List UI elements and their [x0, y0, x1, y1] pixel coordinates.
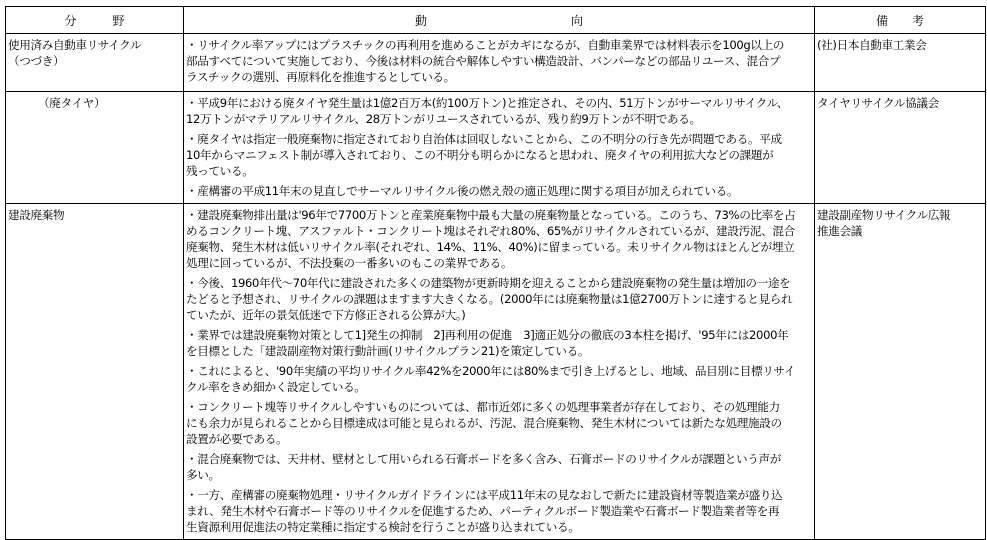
trend-line: 多い。: [186, 468, 220, 482]
trend-paragraph: [186, 275, 812, 323]
trend-line: ていたが、近年の景気低迷で下方修正される公算が大。): [186, 308, 466, 322]
trend-line: クル率をきめ細かく設定している。: [186, 380, 366, 394]
table-row: [6, 92, 986, 204]
trend-line: ・産構審の平成11年末の見直しでサーマルリサイクル後の燃え殻の適正処理に関する項目が加えられている。: [186, 184, 739, 198]
table-row: [6, 204, 986, 540]
header-row: [6, 7, 986, 34]
trend-line: 生資源利用促進法の特定業種に指定する検討を行うことが盛り込まれている。: [186, 520, 580, 534]
trend-line: にも余力が見られることから目標達成は可能と見られるが、汚泥、混合廃棄物、発生木材については新たな処理施設の: [186, 416, 782, 430]
field-label: 使用済み自動車リサイクル: [8, 38, 142, 52]
field-label: （廃タイヤ）: [38, 96, 106, 110]
remarks-cell: [815, 92, 986, 204]
trend-line: ・コンクリート塊等リサイクルしやすいものについては、都市近郊に多くの処理事業者が存在しており、その処理能力: [186, 400, 780, 414]
field-label: 建設廃棄物: [8, 208, 65, 222]
trend-paragraph: [186, 363, 812, 395]
field-cell: [6, 34, 184, 92]
trend-paragraph: [186, 37, 812, 85]
trend-paragraph: [186, 327, 812, 359]
trend-line: 残っている。: [186, 164, 254, 178]
table-row: [6, 34, 986, 92]
trend-line: を目標とした「建設副産物対策行動計画(リサイクルプラン21)を策定している。: [186, 344, 590, 358]
trend-line: まれ、発生木材や石膏ボード等のリサイクルを促進するため、パーティクルボード製造業や石膏ボード製造業者等を再: [186, 504, 780, 518]
trend-line: ・一方、産構審の廃棄物処理・リサイクルガイドラインには平成11年末の見なおしで新たに建設資材等製造業が盛り込: [186, 488, 783, 502]
trend-paragraph: [186, 487, 812, 535]
trend-line: 設置が必要である。: [186, 432, 288, 446]
remarks-cell: [815, 204, 986, 540]
header-field: 分 野: [6, 7, 184, 34]
trend-line: ・平成9年における廃タイヤ発生量は1億2百万本(約100万トン)と推定され、その内、51万トンがサーマルリサイクル、: [186, 96, 789, 110]
remarks-cell: [815, 34, 986, 92]
trend-line: 処理に回っているが、不法投棄の一番多いのもこの業界である。: [186, 256, 513, 270]
field-cell: [6, 92, 184, 204]
trend-cell: [184, 34, 815, 92]
trend-paragraph: [186, 399, 812, 447]
field-cell: [6, 204, 184, 540]
trend-line: 廃棄物、発生木材は低いリサイクル率(それぞれ、14%、11%、40%)に留まっている。未リサイクル物はほとんどが埋立: [186, 240, 795, 254]
trend-line: たどると予想され、リサイクルの課題はますます大きくなる。(2000年には廃棄物量は1億2700万トンに達すると見られ: [186, 292, 793, 306]
trend-line: ・これによると、'90年実績の平均リサイクル率42%を2000年には80%まで引き上げるとし、地域、品目別に目標リサイ: [186, 364, 795, 378]
header-remarks: 備 考: [815, 7, 986, 34]
trend-line: ・リサイクル率アップにはプラスチックの再利用を進めることがカギになるが、自動車業界では材料表示を100g以上の: [186, 38, 785, 52]
header-trend: 動 向: [184, 7, 815, 34]
trend-line: ・混合廃棄物では、天井材、壁材として用いられる石膏ボードを多く含み、石膏ボードのリサイクルが課題という声が: [186, 452, 781, 466]
trend-line: ラスチックの選別、再原料化を推進するとしている。: [186, 70, 455, 84]
remarks-text: 推進会議: [817, 224, 862, 238]
trend-paragraph: [186, 451, 812, 483]
trend-paragraph: [186, 95, 812, 127]
remarks-text: タイヤリサイクル協議会: [817, 96, 939, 110]
remarks-text: 建設副産物リサイクル広報: [817, 208, 951, 222]
trend-line: めるコンクリート塊、アスファルト・コンクリート塊はそれぞれ80%、65%がリサイクルされているが、建設汚泥、混合: [186, 224, 795, 238]
trend-paragraph: [186, 131, 812, 179]
trend-paragraph: [186, 207, 812, 271]
trend-line: ・廃タイヤは指定一般廃棄物に指定されており自治体は回収しないことから、この不明分の行き先が問題である。平成: [186, 132, 782, 146]
trend-table: [5, 6, 986, 540]
trend-line: 10年からマニフェスト制が導入されており、この不明分も明らかになると思われ、廃タイヤの利用拡大などの課題が: [186, 148, 774, 162]
trend-line: 12万トンがマテリアルリサイクル、28万トンがリユースされているが、残り約9万トンが不明である。: [186, 112, 701, 126]
trend-line: ・建設廃棄物排出量は'96年で7700万トンと産業廃棄物中最も大量の廃棄物量となっている。このうち、73%の比率を占: [186, 208, 796, 222]
remarks-text: (社)日本自動車工業会: [817, 38, 927, 52]
trend-line: ・今後、1960年代～70年代に建設された多くの建築物が更新時期を迎えることから建設廃棄物の発生量は増加の一途を: [186, 276, 791, 290]
trend-line: 部品すべてについて実施しており、今後は材料の統合や解体しやすい構造設計、バンパーなどの部品リユース、混合プ: [186, 54, 781, 68]
trend-cell: [184, 92, 815, 204]
field-label: （つづき）: [8, 54, 65, 68]
trend-line: ・業界では建設廃棄物対策として1]発生の抑制 2]再利用の促進 3]適正処分の徹底の3本柱を掲げ、'95年には2000年: [186, 328, 789, 342]
trend-cell: [184, 204, 815, 540]
trend-paragraph: [186, 183, 812, 199]
